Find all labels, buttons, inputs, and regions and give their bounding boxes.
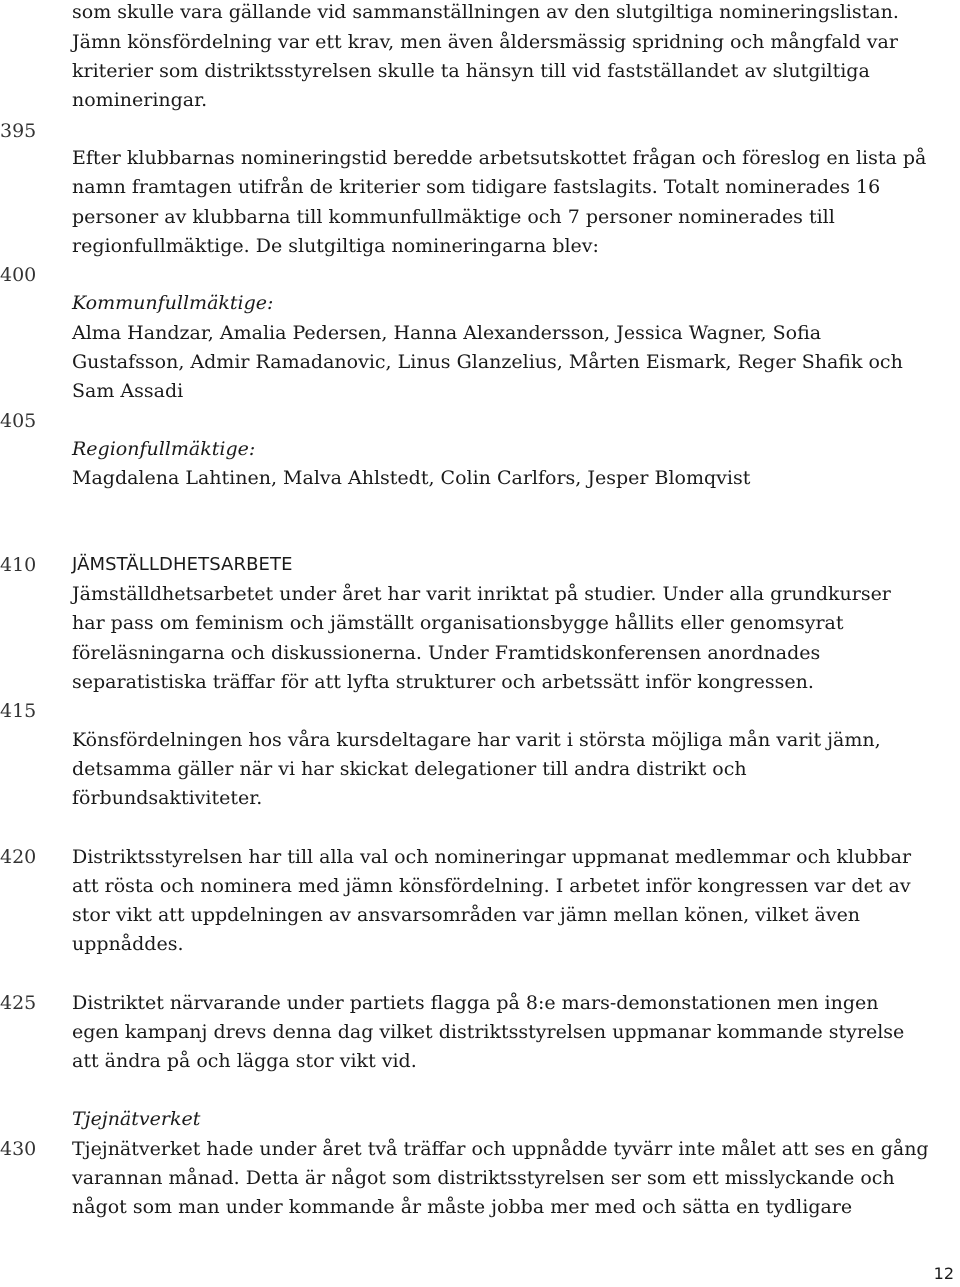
text-line: varannan månad. Detta är något som distriktsstyrelsen ser som ett misslyckande och — [72, 1167, 895, 1189]
text-line: personer av klubbarna till kommunfullmäktige och 7 personer nominerades till — [72, 206, 835, 228]
text-line: föreläsningarna och diskussionerna. Under Framtidskonferensen anordnades — [72, 642, 821, 664]
text-line: nomineringar. — [72, 89, 208, 111]
text-line: Efter klubbarnas nomineringstid beredde arbetsutskottet frågan och föreslog en lista på — [72, 147, 927, 169]
line-number: 405 — [0, 410, 37, 432]
text-line: Jämn könsfördelning var ett krav, men även åldersmässig spridning och mångfald var — [72, 31, 898, 53]
text-line: förbundsaktiviteter. — [72, 787, 263, 809]
text-line: Alma Handzar, Amalia Pedersen, Hanna Alexandersson, Jessica Wagner, Sofia — [72, 322, 822, 344]
line-number: 420 — [0, 846, 37, 868]
text-line: Könsfördelningen hos våra kursdeltagare har varit i största möjliga mån varit jämn, — [72, 729, 881, 751]
subheading-kommunfullmaktige: Kommunfullmäktige: — [72, 292, 274, 314]
text-line: namn framtagen utifrån de kriterier som tidigare fastslagits. Totalt nominerades 16 — [72, 176, 881, 198]
text-line: separatistiska träffar för att lyfta strukturer och arbetssätt inför kongressen. — [72, 671, 814, 693]
text-line: Sam Assadi — [72, 380, 184, 402]
subheading-regionfullmaktige: Regionfullmäktige: — [72, 438, 256, 460]
text-line: detsamma gäller när vi har skickat delegationer till andra distrikt och — [72, 758, 747, 780]
text-line: regionfullmäktige. De slutgiltiga nomineringarna blev: — [72, 235, 599, 257]
text-line: stor vikt att uppdelningen av ansvarsområden var jämn mellan könen, vilket även — [72, 904, 861, 926]
text-line: att ändra på och lägga stor vikt vid. — [72, 1050, 417, 1072]
text-line: Magdalena Lahtinen, Malva Ahlstedt, Colin Carlfors, Jesper Blomqvist — [72, 467, 751, 489]
line-number: 410 — [0, 554, 37, 576]
text-line: har pass om feminism och jämställt organisationsbygge hållits eller genomsyrat — [72, 612, 844, 634]
section-heading: JÄMSTÄLLDHETSARBETE — [72, 554, 293, 575]
text-line: egen kampanj drevs denna dag vilket distriktsstyrelsen uppmanar kommande styrelse — [72, 1021, 905, 1043]
line-number: 425 — [0, 992, 37, 1014]
page-number: 12 — [933, 1264, 954, 1283]
text-line: som skulle vara gällande vid sammanställningen av den slutgiltiga nomineringslistan. — [72, 1, 899, 23]
line-number: 415 — [0, 700, 37, 722]
text-line: kriterier som distriktsstyrelsen skulle ta hänsyn till vid fastställandet av slutgiltiga — [72, 60, 870, 82]
line-number: 430 — [0, 1138, 37, 1160]
text-line: Gustafsson, Admir Ramadanovic, Linus Glanzelius, Mårten Eismark, Reger Shafik och — [72, 351, 903, 373]
text-line: att rösta och nominera med jämn könsfördelning. I arbetet inför kongressen var det av — [72, 875, 911, 897]
line-number: 395 — [0, 120, 37, 142]
text-line: Tjejnätverket hade under året två träffar och uppnådde tyvärr inte målet att ses en gång — [72, 1138, 929, 1160]
line-number: 400 — [0, 264, 37, 286]
subheading-tjejnatverket: Tjejnätverket — [72, 1108, 201, 1130]
text-line: Distriktet närvarande under partiets flagga på 8:e mars-demonstationen men ingen — [72, 992, 879, 1014]
text-line: Distriktsstyrelsen har till alla val och nomineringar uppmanat medlemmar och klubbar — [72, 846, 912, 868]
text-line: uppnåddes. — [72, 933, 184, 955]
text-line: något som man under kommande år måste jobba mer med och sätta en tydligare — [72, 1196, 853, 1218]
text-line: Jämställdhetsarbetet under året har varit inriktat på studier. Under alla grundkurser — [72, 583, 891, 605]
